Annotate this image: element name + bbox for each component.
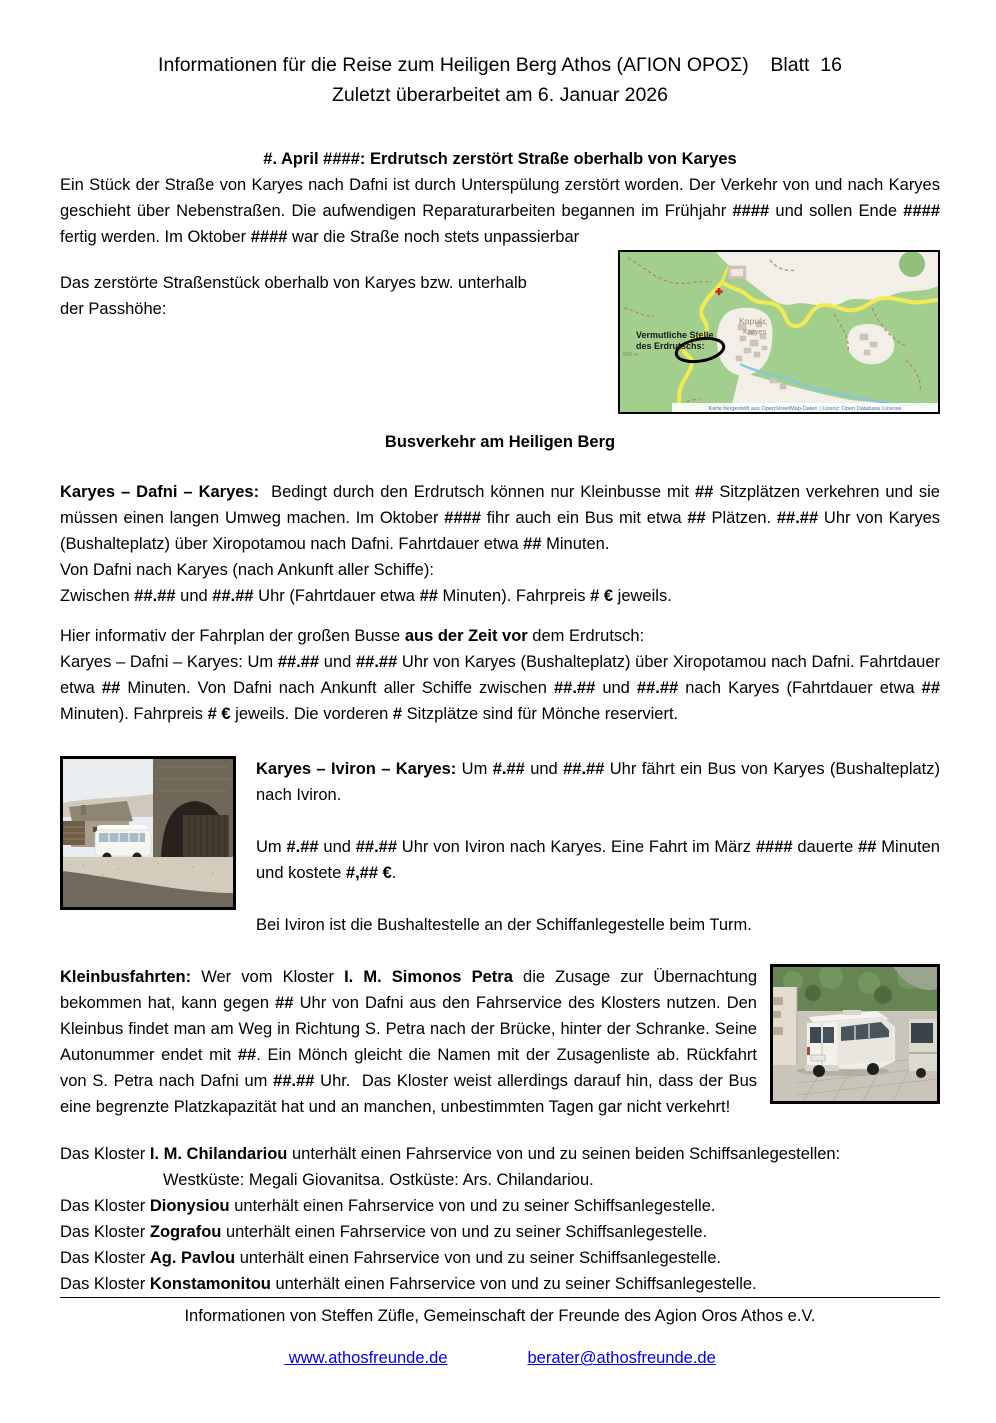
footer-links [60, 1345, 940, 1371]
gate-arch [153, 759, 233, 857]
ferry-service-line: Das Kloster Zografou unterhält einen Fahrservice von und zu seiner Schiffsanlegestelle. [60, 1223, 708, 1241]
old-schedule-details: Karyes – Dafni – Karyes: Um ##.## und ##.## Uhr von Karyes (Bushalteplatz) über Xiropotamou nach Dafni. Fahrtdauer etwa ## Minuten. Von Dafni nach Ankunft aller Schiffe zwischen ##.## und ##.## nach Karyes (Fahrtdauer etwa ## Minuten). Fahrpreis # € jeweils. Die vorderen # Sitzplätze sind für Mönche reserviert. [60, 653, 945, 723]
bus-section-heading: Busverkehr am Heiligen Berg [384, 433, 616, 451]
landslide-paragraph: Ein Stück der Straße von Karyes nach Dafni ist durch Unterspülung zerstört worden. Der Verkehr von und nach Karyes geschieht über Nebenstraßen. Die aufwendigen Reparaturarbeiten begannen im Frühjahr #### und sollen Ende #### fertig werden. Im Oktober #### war die Straße noch stets unpassierbar [60, 176, 945, 246]
website-link[interactable]: www.athosfreunde.de [284, 1349, 448, 1367]
svg-text:Vermutliche Stelle: Vermutliche Stelle [636, 330, 714, 340]
email-link[interactable]: berater@athosfreunde.de [527, 1349, 716, 1367]
van-photo-graphic [773, 967, 937, 1101]
white-van [805, 1010, 895, 1077]
footer-divider [60, 1297, 940, 1298]
footer-attribution: Informationen von Steffen Züfle, Gemeinschaft der Freunde des Agion Oros Athos e.V. [184, 1307, 816, 1325]
old-schedule-paragraph [60, 623, 945, 727]
map-elevation-label: 668 m [623, 352, 639, 358]
landslide-map [618, 250, 940, 414]
ferry-service-line: Das Kloster Dionysiou unterhält einen Fahrservice von und zu seiner Schiffsanlegestelle. [60, 1197, 716, 1215]
map-credit-text: Karte hergestellt aus OpenStreetMap-Daten | Lizenz: Open Database License [708, 406, 902, 412]
iviron-photo-graphic [63, 759, 233, 907]
karyes-dafni-block3: Zwischen ##.## und ##.## Uhr (Fahrtdauer etwa ## Minuten). Fahrpreis # € jeweils. [60, 587, 672, 605]
iviron-paragraph-3: Bei Iviron ist die Bushaltestelle an der Schiffanlegestelle beim Turm. [256, 916, 752, 934]
map-grove [899, 252, 925, 277]
karyes-dafni-paragraph [60, 479, 945, 609]
svg-text:Καρυές: Καρυές [739, 316, 767, 326]
karyes-dafni-block1: Karyes – Dafni – Karyes: Bedingt durch den Erdrutsch können nur Kleinbusse mit ## Sitzplätzen verkehren und sie müssen einen langen Umweg machen. Im Oktober #### fihr auch ein Bus mit etwa ## Plätzen. ##.## Uhr von Karyes (Bushalteplatz) über Xiropotamou nach Dafni. Fahrtdauer etwa ## Minuten. [60, 483, 945, 553]
iviron-gate-photo [60, 756, 236, 910]
building-edge [773, 987, 797, 1065]
ferry-service-list [60, 1141, 940, 1297]
vegetation [773, 967, 937, 1011]
iviron-paragraph-1: Karyes – Iviron – Karyes: Um #.## und ##.## Uhr fährt ein Bus von Karyes (Bushalteplatz) nach Iviron. [256, 760, 945, 804]
svg-text:Karyes: Karyes [743, 327, 767, 336]
ferry-service-line: Das Kloster I. M. Chilandariou unterhält einen Fahrservice von und zu seinen beiden Schiffsanlegestellen: [60, 1145, 841, 1163]
simonos-petra-van-photo [770, 964, 940, 1104]
page-title-line1: Informationen für die Reise zum Heiligen Berg Athos (ΑΓΙΟΝ ΟΡΟΣ) Blatt 16 [158, 54, 842, 76]
map-landslide-label [636, 330, 714, 351]
page-title-line2: Zuletzt überarbeitet am 6. Januar 2026 [331, 84, 669, 106]
ferry-service-line: Das Kloster Konstamonitou unterhält einen Fahrservice von und zu seiner Schiffsanlegestelle. [60, 1275, 757, 1293]
map-row [60, 250, 940, 414]
kleinbus-paragraph: Kleinbusfahrten: Wer vom Kloster I. M. Simonos Petra die Zusage zur Übernachtung bekommen hat, kann gegen ## Uhr von Dafni aus den Fahrservice des Klosters nutzen. Den Kleinbus findet man am Weg in Richtung S. Petra nach der Brücke, hinter der Schranke. Seine Autonummer endet mit ##. Ein Mönch gleicht die Namen mit der Zusagenliste ab. Rückfahrt von S. Petra nach Dafni um ##.## Uhr. Das Kloster weist allerdings darauf hin, dass der Bus eine begrenzte Platzkapazität hat und an manchen, unbestimmten Tagen gar nicht verkehrt! [60, 968, 762, 1116]
kleinbus-row [60, 964, 940, 1120]
landslide-heading: #. April ####: Erdrutsch zerstört Straße oberhalb von Karyes [263, 150, 737, 168]
second-van [909, 1019, 937, 1078]
old-schedule-intro: Hier informativ der Fahrplan der großen Busse aus der Zeit vor dem Erdrutsch: [60, 627, 645, 645]
iviron-text-column [256, 756, 945, 938]
map-graphic [620, 252, 938, 412]
woodpile [63, 821, 85, 845]
karyes-dafni-block2: Von Dafni nach Karyes (nach Ankunft aller Schiffe): [60, 561, 434, 579]
iviron-row [60, 756, 945, 938]
document-header [60, 50, 940, 110]
map-caption: Das zerstörte Straßenstück oberhalb von Karyes bzw. unterhalb der Passhöhe: [60, 274, 527, 318]
document-footer [60, 1297, 940, 1423]
ferry-service-line: Westküste: Megali Giovanitsa. Ostküste: Ars. Chilandariou. [163, 1171, 594, 1189]
svg-text:des Erdrutschs:: des Erdrutschs: [636, 341, 705, 351]
iviron-paragraph-2: Um #.## und ##.## Uhr von Iviron nach Karyes. Eine Fahrt im März #### dauerte ## Minuten und kostete #,## €. [256, 838, 945, 882]
ferry-service-line: Das Kloster Ag. Pavlou unterhält einen Fahrservice von und zu seiner Schiffsanlegestelle. [60, 1249, 721, 1267]
